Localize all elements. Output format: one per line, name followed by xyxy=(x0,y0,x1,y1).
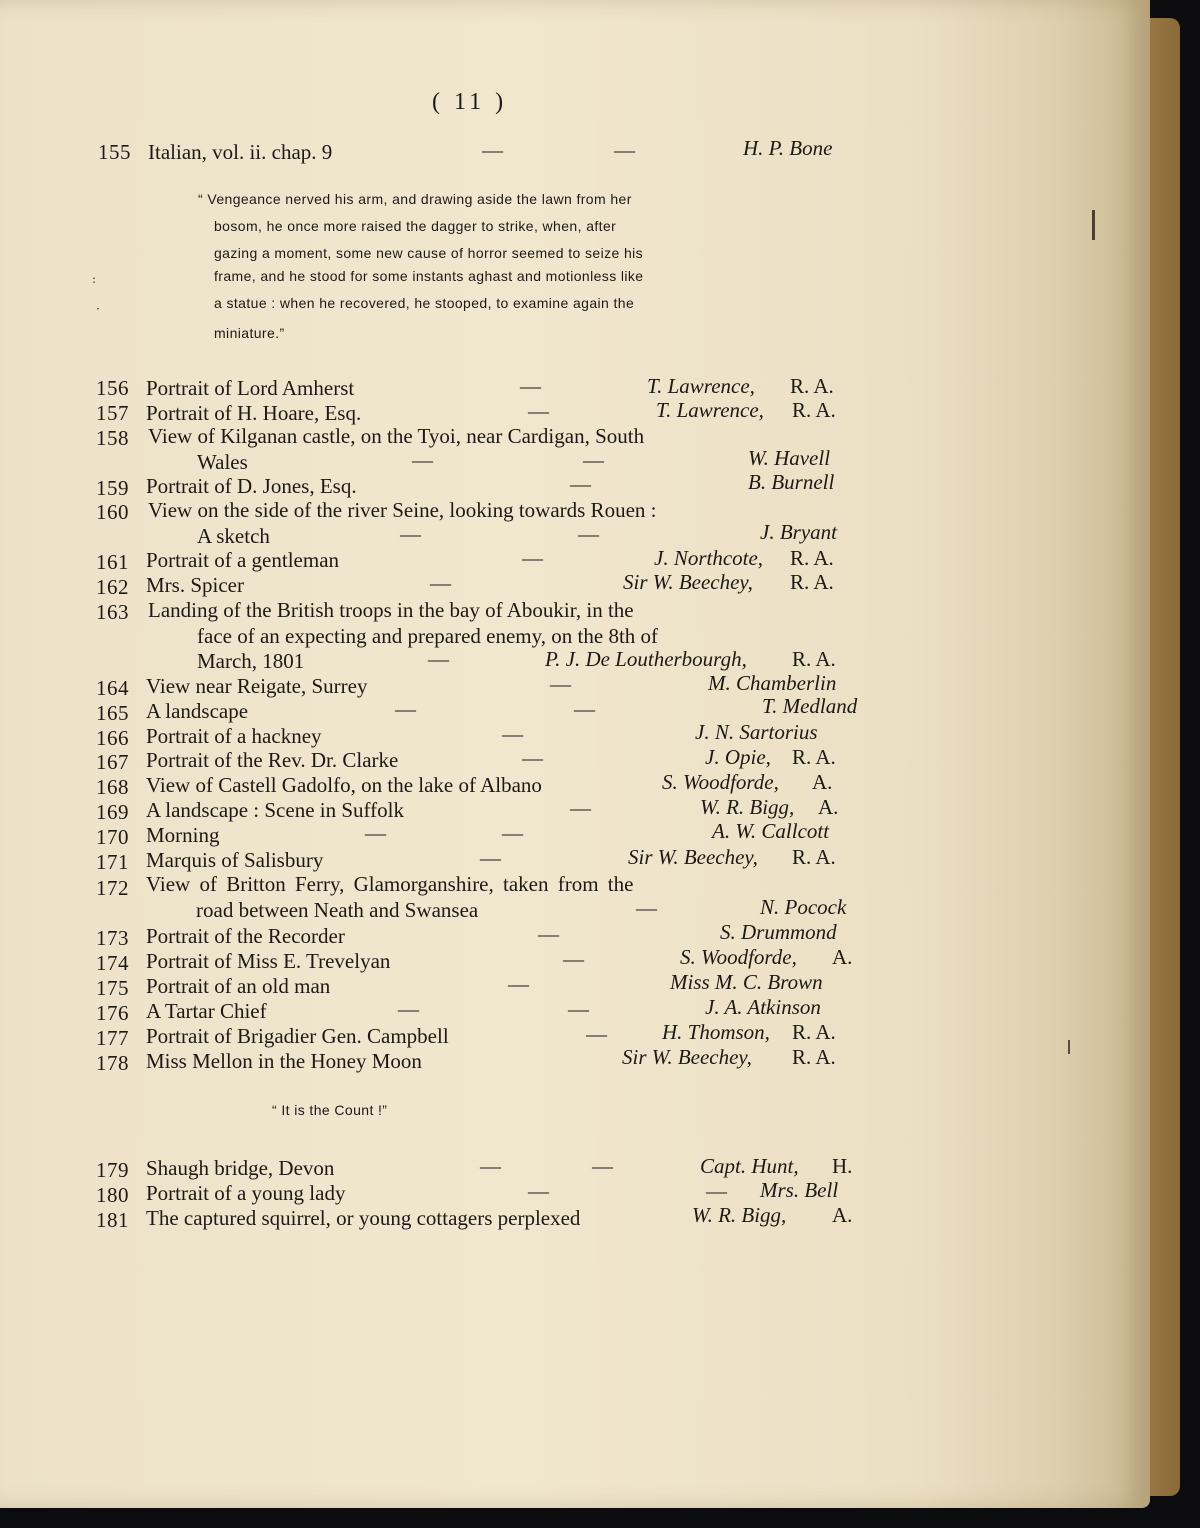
entry-suffix: R. A. xyxy=(792,1020,836,1044)
entry-title-continued: Wales xyxy=(197,450,248,474)
entry-title: Marquis of Salisbury xyxy=(146,848,324,872)
entry-number: 181 xyxy=(96,1208,129,1232)
entry-suffix: A. xyxy=(812,770,833,794)
dash: — xyxy=(522,746,543,770)
entry-suffix: A. xyxy=(818,795,839,819)
quote-line: “ It is the Count !” xyxy=(272,1102,388,1118)
entry-number: 160 xyxy=(96,500,129,524)
entry-suffix: R. A. xyxy=(790,570,834,594)
dash: — xyxy=(398,997,419,1021)
entry-artist: S. Woodforde, xyxy=(662,770,779,794)
entry-artist: W. Havell xyxy=(748,446,831,470)
entry-title: View of Britton Ferry, Glamorganshire, taken from the xyxy=(146,872,634,896)
entry-title: View on the side of the river Seine, looking towards Rouen : xyxy=(148,498,657,522)
entry-title: Shaugh bridge, Devon xyxy=(146,1156,335,1180)
entry-artist: Sir W. Beechey, xyxy=(623,570,753,594)
dash: — xyxy=(395,697,416,721)
entry-number: 171 xyxy=(96,850,129,874)
entry-title: A landscape : Scene in Suffolk xyxy=(146,798,404,822)
entry-number: 156 xyxy=(96,376,129,400)
quote-line: bosom, he once more raised the dagger to strike, when, after xyxy=(214,218,617,234)
entry-number: 167 xyxy=(96,750,129,774)
dash: — xyxy=(550,672,571,696)
entry-title: Portrait of the Rev. Dr. Clarke xyxy=(146,748,399,772)
entry-title: Portrait of a gentleman xyxy=(146,548,340,572)
dash: — xyxy=(428,647,449,671)
entry-number: 166 xyxy=(96,726,129,750)
entry-title: Morning xyxy=(146,823,220,847)
entry-title: Portrait of a young lady xyxy=(146,1181,346,1205)
dash: — xyxy=(502,722,523,746)
entry-artist: Capt. Hunt, xyxy=(700,1154,799,1178)
entry-title: Portrait of the Recorder xyxy=(146,924,345,948)
entry-number: 172 xyxy=(96,876,129,900)
entry-title: Portrait of a hackney xyxy=(146,724,322,748)
dash: — xyxy=(480,846,501,870)
dash: — xyxy=(528,399,549,423)
entry-artist: T. Medland xyxy=(762,694,858,718)
entry-suffix: A. xyxy=(832,945,853,969)
entry-title-continued: A sketch xyxy=(197,524,270,548)
page-stack-mark xyxy=(1092,210,1095,240)
entry-title: View near Reigate, Surrey xyxy=(146,674,368,698)
entry-artist: Sir W. Beechey, xyxy=(622,1045,752,1069)
dash: — xyxy=(528,1179,549,1203)
quote-line: “ Vengeance nerved his arm, and drawing aside the lawn from her xyxy=(198,191,632,207)
entry-number: 163 xyxy=(96,600,129,624)
entry-title: Portrait of Brigadier Gen. Campbell xyxy=(146,1024,449,1048)
entry-artist: W. R. Bigg, xyxy=(700,795,795,819)
dash: — xyxy=(636,896,657,920)
dash: — xyxy=(583,448,604,472)
entry-title: Portrait of Miss E. Trevelyan xyxy=(146,949,391,973)
entry-number: 175 xyxy=(96,976,129,1000)
entry-number: 161 xyxy=(96,550,129,574)
dash: — xyxy=(508,972,529,996)
entry-title-continued: road between Neath and Swansea xyxy=(196,898,479,922)
dash: — xyxy=(570,472,591,496)
entry-artist: Mrs. Bell xyxy=(760,1178,839,1202)
entry-number: 155 xyxy=(98,140,131,164)
dash: — xyxy=(538,922,559,946)
entry-suffix: R. A. xyxy=(792,1045,836,1069)
entry-artist: Sir W. Beechey, xyxy=(628,845,758,869)
margin-mark: · xyxy=(96,302,100,316)
entry-title: A landscape xyxy=(146,699,249,723)
entry-artist: T. Lawrence, xyxy=(656,398,764,422)
entry-number: 159 xyxy=(96,476,129,500)
entry-suffix: H. xyxy=(832,1154,853,1178)
entry-title: Landing of the British troops in the bay of Aboukir, in the xyxy=(148,598,634,622)
dash: — xyxy=(480,1154,501,1178)
entry-artist: T. Lawrence, xyxy=(647,374,755,398)
entry-title: View of Kilganan castle, on the Tyoi, near Cardigan, South xyxy=(148,424,645,448)
entry-title: Miss Mellon in the Honey Moon xyxy=(146,1049,422,1073)
dash: — xyxy=(430,571,451,595)
entry-suffix: R. A. xyxy=(792,845,836,869)
dash: — xyxy=(412,448,433,472)
entry-number: 179 xyxy=(96,1158,129,1182)
entry-artist: J. A. Atkinson xyxy=(705,995,821,1019)
entry-suffix: R. A. xyxy=(790,546,834,570)
entry-suffix: R. A. xyxy=(790,374,834,398)
dash: — xyxy=(365,821,386,845)
entry-number: 178 xyxy=(96,1051,129,1075)
entry-number: 177 xyxy=(96,1026,129,1050)
entry-artist: S. Drummond xyxy=(720,920,837,944)
entry-number: 165 xyxy=(96,701,129,725)
entry-title: Italian, vol. ii. chap. 9 xyxy=(148,140,333,164)
margin-mark: : xyxy=(92,272,97,286)
entry-artist: Miss M. C. Brown xyxy=(670,970,823,994)
dash: — xyxy=(706,1179,727,1203)
entry-artist: J. N. Sartorius xyxy=(695,720,818,744)
dash: — xyxy=(570,796,591,820)
dash: — xyxy=(592,1154,613,1178)
entry-title: Portrait of H. Hoare, Esq. xyxy=(146,401,362,425)
entry-artist: N. Pocock xyxy=(760,895,847,919)
entry-title: View of Castell Gadolfo, on the lake of Albano xyxy=(146,773,542,797)
entry-artist: J. Bryant xyxy=(760,520,837,544)
entry-title: A Tartar Chief xyxy=(146,999,267,1023)
entry-artist: P. J. De Loutherbourgh, xyxy=(545,647,747,671)
dash: — xyxy=(574,697,595,721)
entry-artist: A. W. Callcott xyxy=(712,819,830,843)
entry-number: 158 xyxy=(96,426,129,450)
entry-number: 157 xyxy=(96,401,129,425)
entry-title: Portrait of D. Jones, Esq. xyxy=(146,474,357,498)
page-stack-mark xyxy=(1068,1040,1070,1054)
dash: — xyxy=(522,546,543,570)
entry-artist: J. Opie, xyxy=(705,745,771,769)
entry-suffix: R. A. xyxy=(792,647,836,671)
entry-number: 170 xyxy=(96,825,129,849)
entry-title: Portrait of an old man xyxy=(146,974,331,998)
dash: — xyxy=(568,997,589,1021)
quote-line: miniature.” xyxy=(214,325,285,341)
entry-artist: B. Burnell xyxy=(748,470,835,494)
dash: — xyxy=(586,1022,607,1046)
entry-number: 169 xyxy=(96,800,129,824)
entry-title-continued: March, 1801 xyxy=(197,649,305,673)
entry-artist: H. Thomson, xyxy=(662,1020,770,1044)
entry-title: The captured squirrel, or young cottagers perplexed xyxy=(146,1206,581,1230)
entry-number: 164 xyxy=(96,676,129,700)
entry-title: Portrait of Lord Amherst xyxy=(146,376,355,400)
quote-line: gazing a moment, some new cause of horror seemed to seize his xyxy=(214,245,644,261)
entry-number: 176 xyxy=(96,1001,129,1025)
entry-suffix: A. xyxy=(832,1203,853,1227)
page-number: ( 11 ) xyxy=(432,89,508,115)
quote-line: a statue : when he recovered, he stooped, to examine again the xyxy=(214,295,635,311)
entry-artist: J. Northcote, xyxy=(654,546,764,570)
entry-number: 173 xyxy=(96,926,129,950)
entry-number: 162 xyxy=(96,575,129,599)
dash: — xyxy=(563,947,584,971)
dash: — xyxy=(578,522,599,546)
entry-number: 168 xyxy=(96,775,129,799)
entry-number: 174 xyxy=(96,951,129,975)
entry-suffix: R. A. xyxy=(792,745,836,769)
entry-artist: M. Chamberlin xyxy=(708,671,837,695)
dash: — xyxy=(520,374,541,398)
quote-line: frame, and he stood for some instants aghast and motionless like xyxy=(214,268,644,284)
dash: — xyxy=(400,522,421,546)
dash: — xyxy=(482,138,503,162)
entry-artist: S. Woodforde, xyxy=(680,945,797,969)
dash: — xyxy=(614,138,635,162)
entry-title-continued: face of an expecting and prepared enemy, on the 8th of xyxy=(197,624,659,648)
entry-artist: W. R. Bigg, xyxy=(692,1203,787,1227)
entry-title: Mrs. Spicer xyxy=(146,573,244,597)
dash: — xyxy=(502,821,523,845)
entry-artist: H. P. Bone xyxy=(743,136,833,160)
entry-suffix: R. A. xyxy=(792,398,836,422)
entry-number: 180 xyxy=(96,1183,129,1207)
